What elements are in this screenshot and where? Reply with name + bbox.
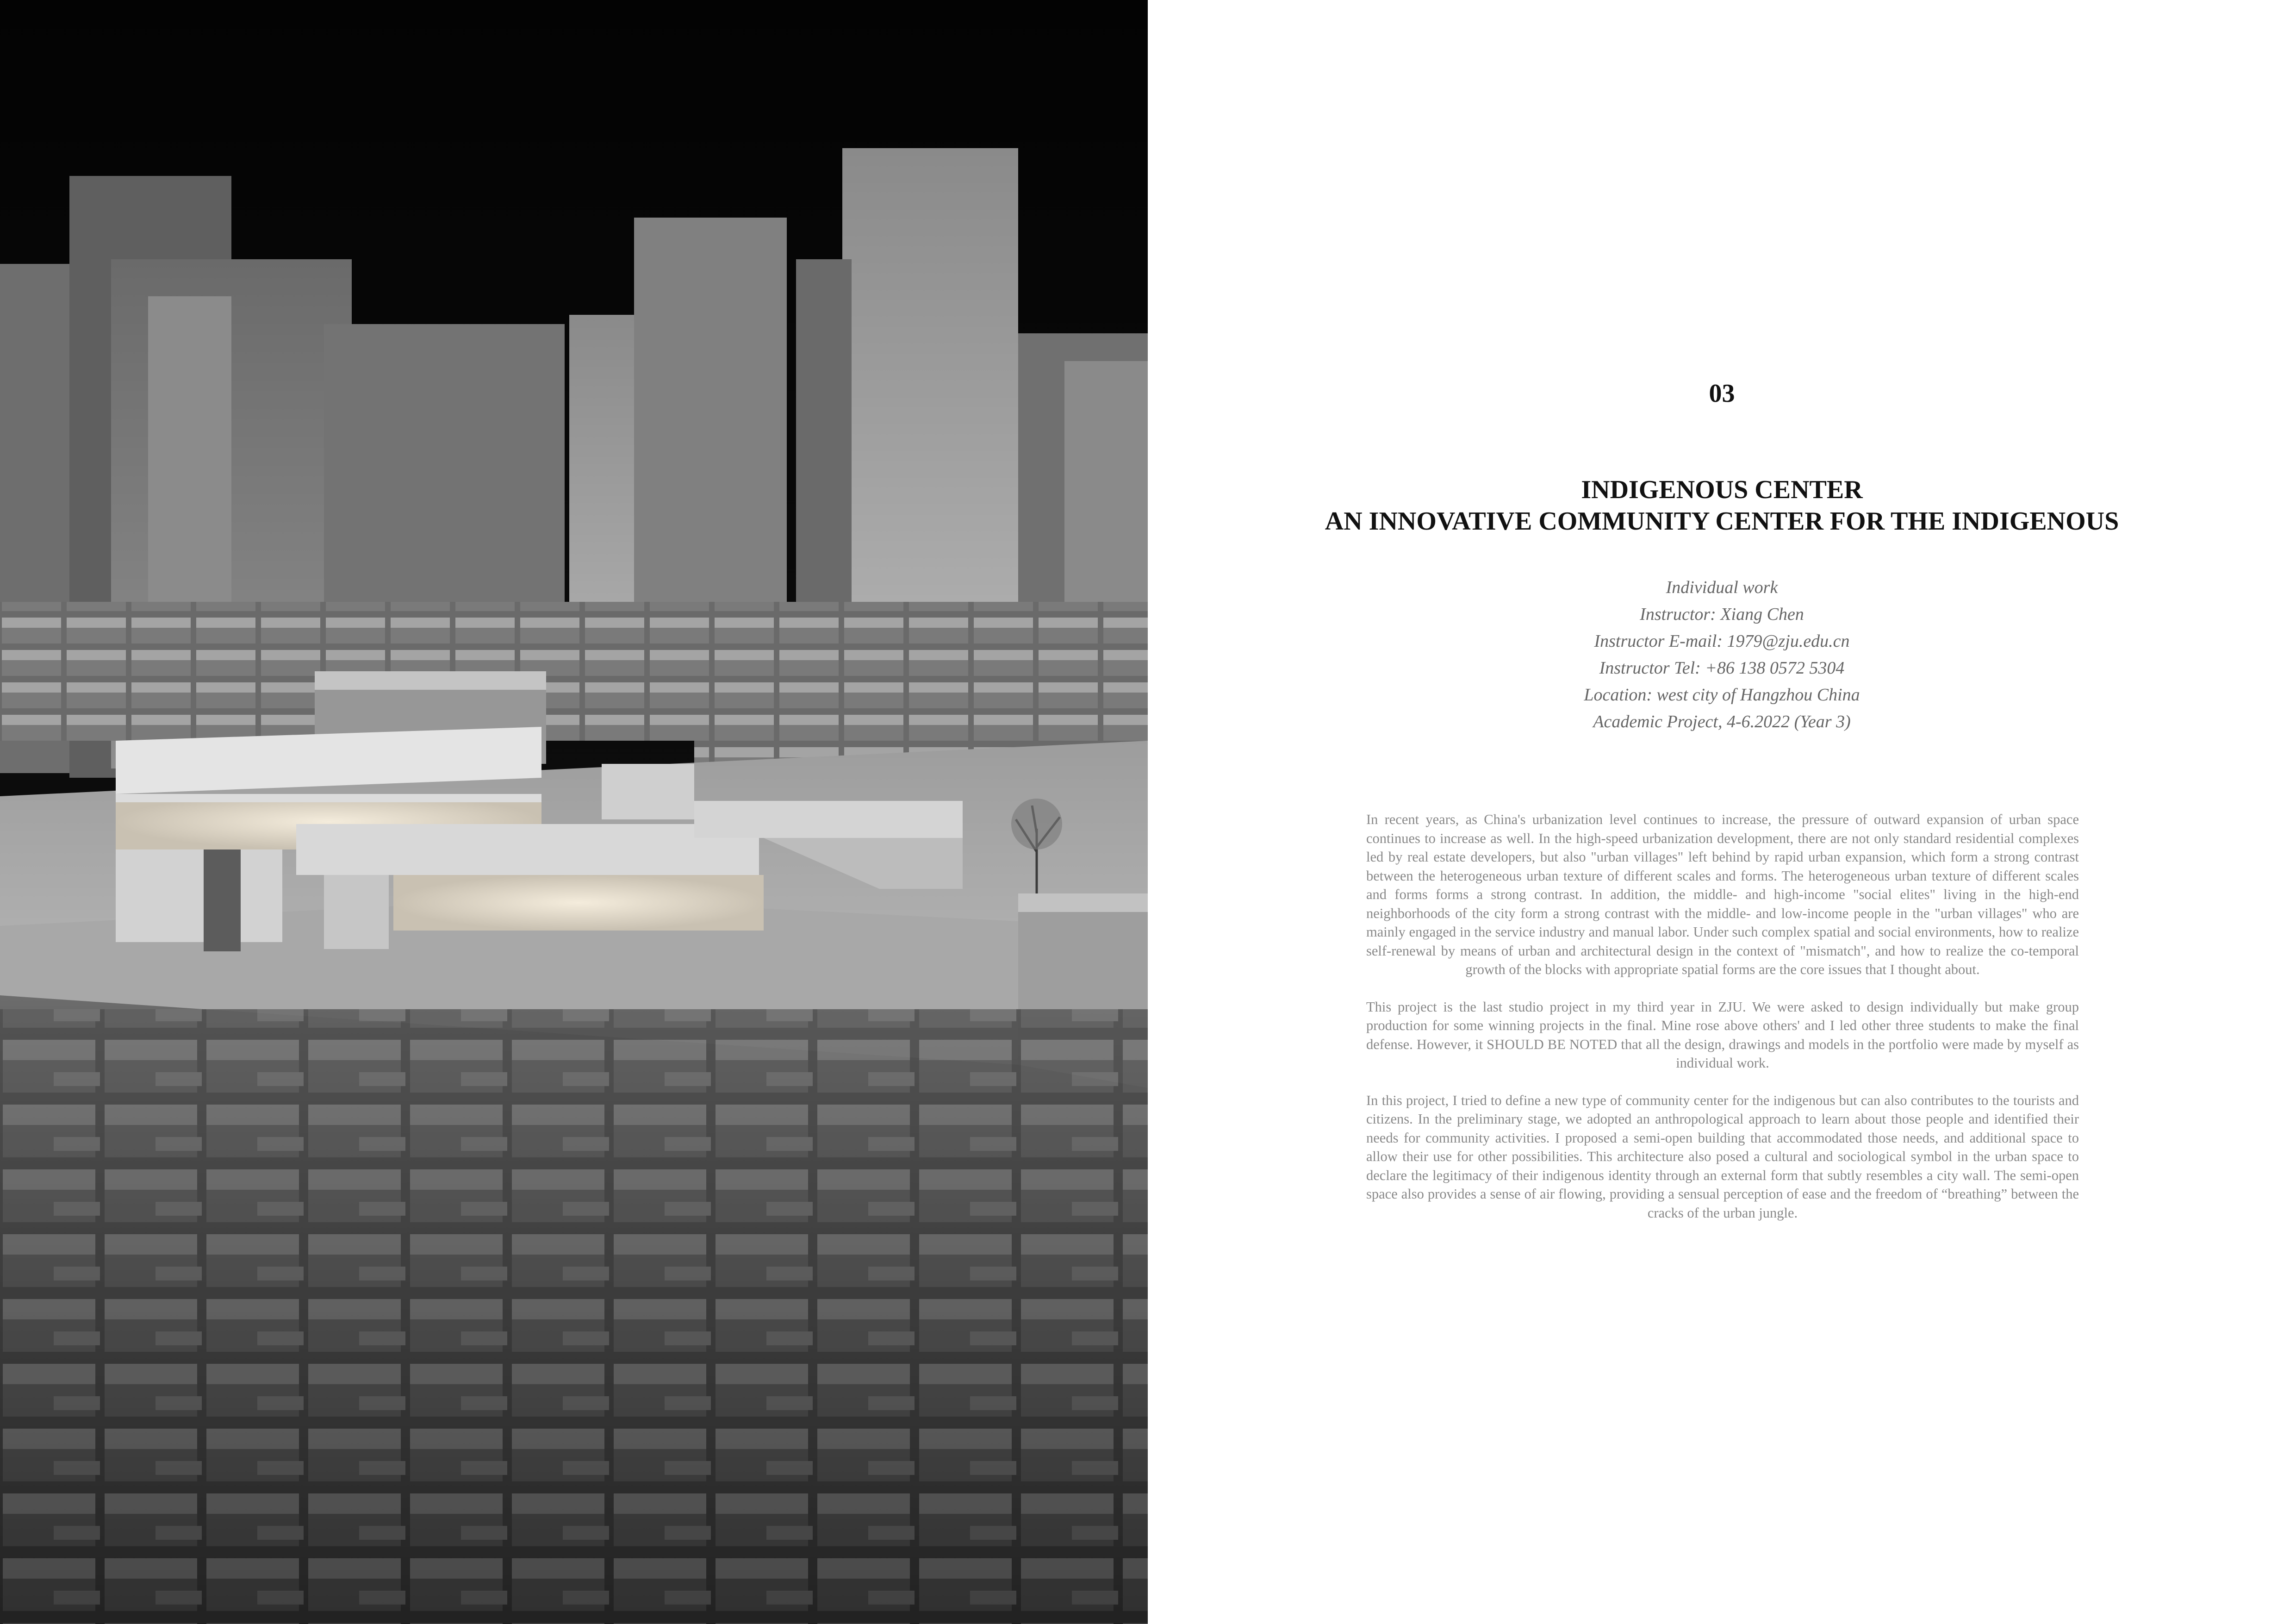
title-line-2: AN INNOVATIVE COMMUNITY CENTER FOR THE INDIGENOUS <box>1325 507 2119 536</box>
meta-line: Location: west city of Hangzhou China <box>1584 685 1860 705</box>
project-title <box>1148 474 2296 537</box>
paragraph: In recent years, as China's urbanization level continues to increase, the pressure of outward expansion of urban space continues to increase as well. In the high-speed urbanization development, there are not only standard residential complexes led by real estate developers, but also "urban villages" left behind by rapid urban expansion, which form a strong contrast between the heterogeneous urban texture of different scales and forms. The heterogeneous urban texture of different scales and forms forms a strong contrast. In addition, the middle- and high-income "social elites" living in the high-end neighborhoods of the city form a strong contrast with the middle- and low-income people in the "urban villages" who are mainly engaged in the service industry and manual labor. Under such complex spatial and social environments, how to realize self-renewal by means of urban and architectural design in the context of "mismatch", and how to realize the co-temporal growth of the blocks with appropriate spatial forms are the core issues that I thought about. <box>1366 812 2079 977</box>
paragraph: This project is the last studio project in my third year in ZJU. We were asked to design individually but make group production for some winning projects in the final. Mine rose above others' and I led other three students to make the final defense. However, it SHOULD BE NOTED that all the design, drawings and models in the portfolio were made by myself as individual work. <box>1366 999 2079 1071</box>
meta-line: Academic Project, 4-6.2022 (Year 3) <box>1593 712 1851 731</box>
text-panel <box>1148 0 2296 1624</box>
meta-line: Instructor: Xiang Chen <box>1640 605 1804 624</box>
project-description <box>1366 810 2079 1241</box>
project-meta <box>1148 574 2296 735</box>
project-number: 03 <box>1709 379 1735 408</box>
meta-line: Individual work <box>1666 578 1778 597</box>
title-line-1: INDIGENOUS CENTER <box>1581 475 1863 504</box>
meta-line: Instructor Tel: +86 138 0572 5304 <box>1599 658 1845 678</box>
meta-line: Instructor E-mail: 1979@zju.edu.cn <box>1594 631 1850 651</box>
paragraph: In this project, I tried to define a new type of community center for the indigenous but can also contributes to the tourists and citizens. In the preliminary stage, we adopted an anthropological approach to learn about those people and identified their needs for community activities. I proposed a semi-open building that accommodated those needs, and additional space to allow their use for other possibilities. This architecture also posed a cultural and sociological symbol in the urban space to declare the legitimacy of their indigenous identity through an external form that subtly resembles a city wall. The semi-open space also provides a sense of air flowing, providing a sensual perception of ease and the freedom of “breathing” between the cracks of the urban jungle. <box>1366 1092 2079 1221</box>
